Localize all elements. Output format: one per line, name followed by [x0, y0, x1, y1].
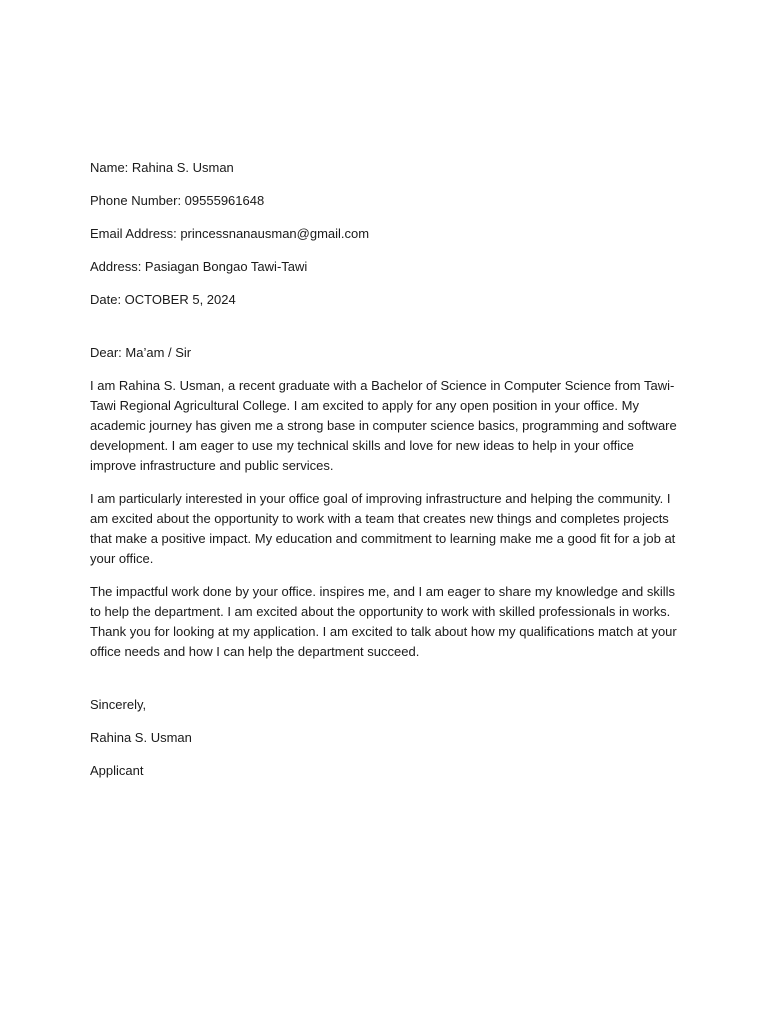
body-paragraph-2: I am particularly interested in your office goal of improving infrastructure and helping the community. I am excited about the opportunity to work with a team that creates new things and completes projects that make a positive impact. My education and commitment to learning make me a good fit for a job at your office. [90, 491, 676, 566]
applicant-name: Name: Rahina S. Usman [90, 160, 234, 175]
body-paragraph-1: I am Rahina S. Usman, a recent graduate with a Bachelor of Science in Computer Science from Tawi-Tawi Regional Agricultural College. I am excited to apply for any open position in your office. My academic journey has given me a strong base in computer science basics, programming and software development. I am eager to use my technical skills and love for new ideas to help in your office improve infrastructure and public services. [90, 378, 677, 473]
applicant-email: Email Address: princessnanausman@gmail.com [90, 226, 370, 241]
letter-date: Date: OCTOBER 5, 2024 [90, 292, 236, 307]
cover-letter [90, 158, 682, 794]
applicant-address: Address: Pasiagan Bongao Tawi-Tawi [90, 259, 308, 274]
signer-name: Rahina S. Usman [90, 730, 192, 745]
blank-line [90, 323, 682, 343]
valediction: Sincerely, [90, 697, 147, 712]
salutation: Dear: Ma’am / Sir [90, 345, 192, 360]
blank-line [90, 675, 682, 695]
applicant-phone: Phone Number: 09555961648 [90, 193, 265, 208]
signer-role: Applicant [90, 763, 144, 778]
body-paragraph-3: The impactful work done by your office. inspires me, and I am eager to share my knowledge and skills to help the department. I am excited about the opportunity to work with skilled professionals in works. Thank you for looking at my application. I am excited to talk about how my qualifications match at your office needs and how I can help the department succeed. [90, 584, 677, 659]
